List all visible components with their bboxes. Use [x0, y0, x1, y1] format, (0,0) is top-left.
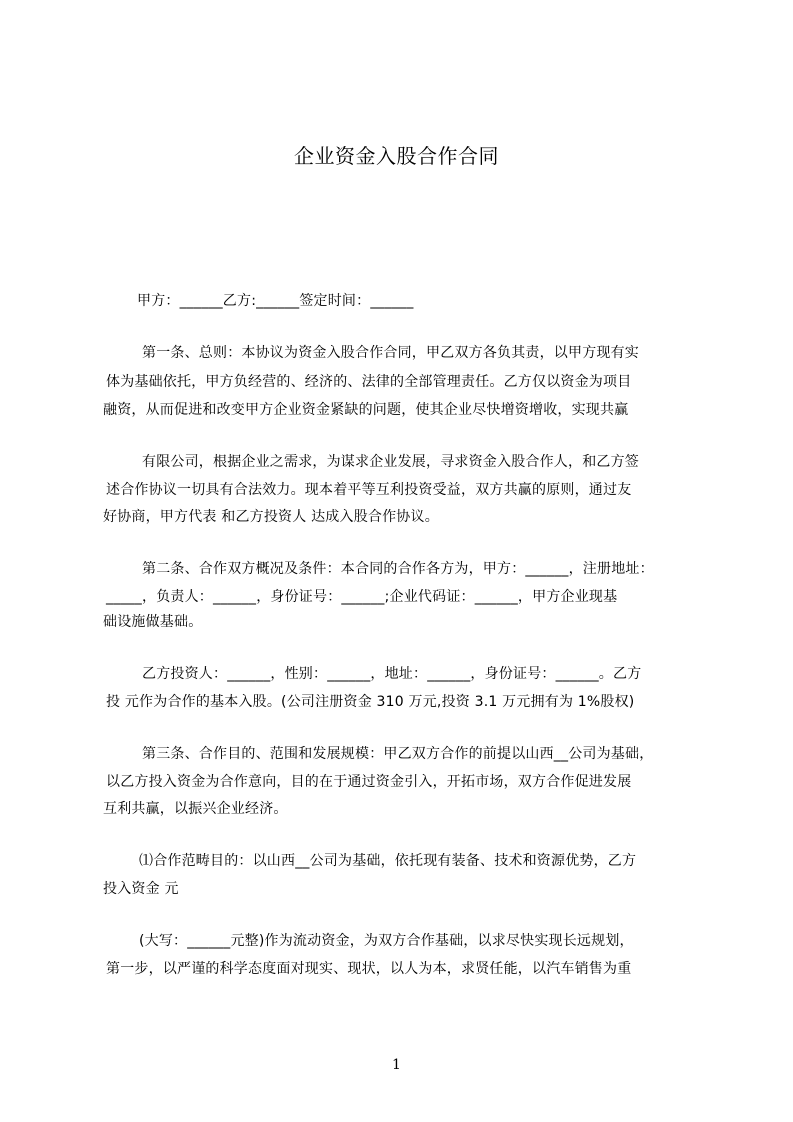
paragraph-2-line-3: 好协商，甲方代表 和乙方投资人 达成入股合作协议。	[103, 509, 439, 525]
investor-line-2: 投 元作为合作的基本入股。(公司注册资金 310 万元,投资 3.1 万元拥有为 1%股权)	[106, 694, 635, 710]
article-2-line-1: 第二条、合作双方概况及条件：本合同的合作各方为，甲方：______，注册地址：	[142, 561, 654, 577]
capital-line-1: (大写：______元整)作为流动资金，为双方合作基础，以求尽快实现长远规划，	[139, 933, 634, 949]
scope-item-1-line-2: 投入资金 元	[103, 881, 179, 897]
article-3-line-3: 互利共赢，以振兴企业经济。	[103, 801, 288, 817]
article-3-line-2: 以乙方投入资金为合作意向，目的在于通过资金引入，开拓市场，双方合作促进发展	[106, 774, 632, 790]
parties-line: 甲方：______乙方:______签定时间：______	[137, 293, 414, 309]
article-3-line-1: 第三条、合作目的、范围和发展规模：甲乙双方合作的前提以山西__公司为基础，	[142, 746, 654, 762]
capital-line-2: 第一步，以严谨的科学态度面对现实、现状，以人为本，求贤任能，以汽车销售为重	[106, 961, 632, 977]
article-1-line-2: 体为基础依托，甲方负经营的、经济的、法律的全部管理责任。乙方仅以资金为项目	[106, 374, 632, 390]
article-2-line-3: 础设施做基础。	[103, 614, 203, 630]
document-title: 企业资金入股合作合同	[294, 144, 499, 168]
article-1-line-3: 融资，从而促进和改变甲方企业资金紧缺的问题，使其企业尽快增资增收，实现共赢	[103, 402, 629, 418]
article-1-line-1: 第一条、总则：本协议为资金入股合作合同，甲乙双方各负其责，以甲方现有实	[142, 345, 639, 361]
paragraph-2-line-2: 述合作协议一切具有合法效力。现本着平等互利投资受益，双方共赢的原则，通过友	[106, 482, 632, 498]
investor-line-1: 乙方投资人：______，性别：______，地址：______，身份证号：______。乙方	[142, 666, 642, 682]
scope-item-1-line-1: ⑴合作范畴目的：以山西__公司为基础，依托现有装备、技术和资源优势，乙方	[139, 853, 637, 869]
article-2-line-2: _____，负责人：______，身份证号：______;企业代码证：______，甲方企业现基	[106, 589, 618, 605]
paragraph-2-line-1: 有限公司，根据企业之需求，为谋求企业发展，寻求资金入股合作人，和乙方签	[142, 454, 639, 470]
page-number: 1	[392, 1057, 401, 1073]
